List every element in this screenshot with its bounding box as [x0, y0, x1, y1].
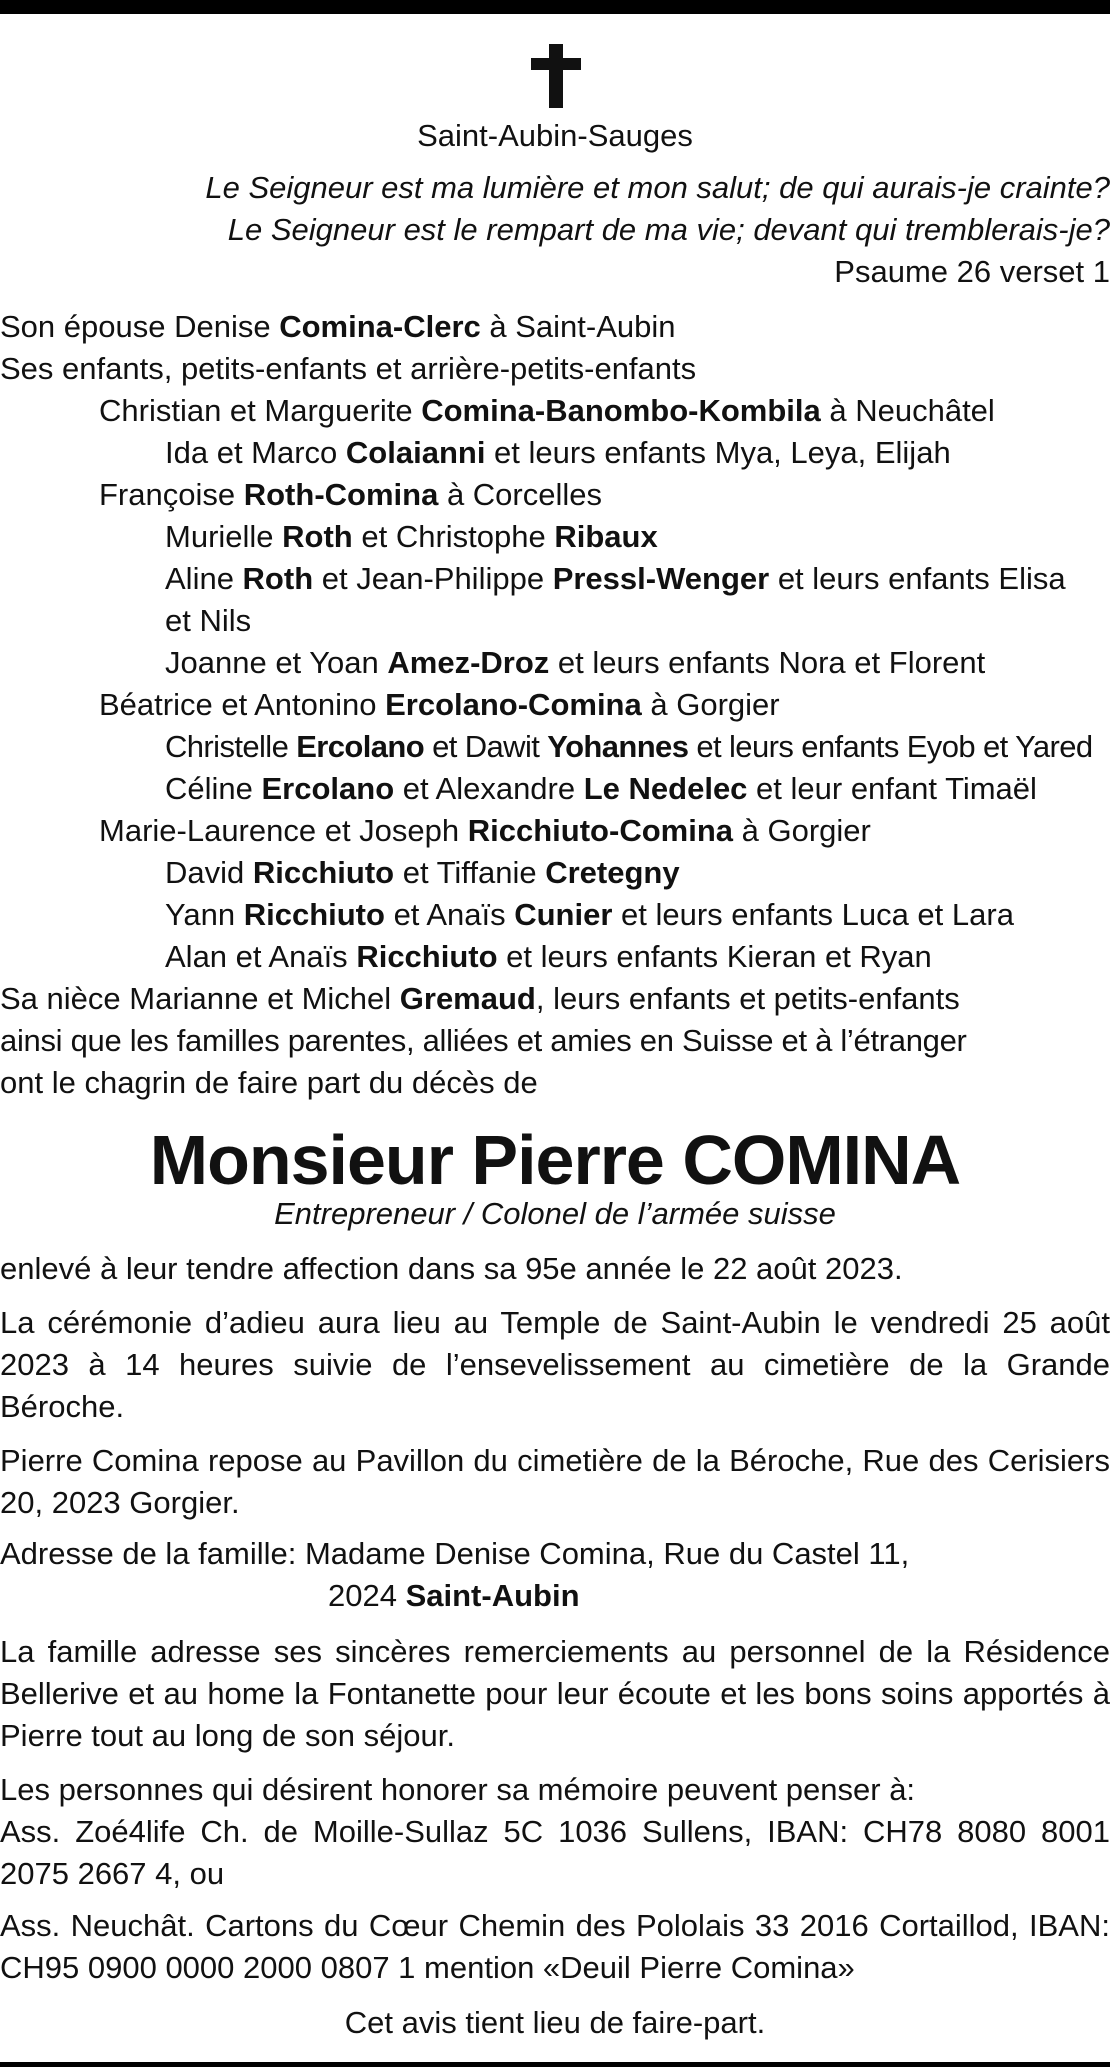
deceased-title: Entrepreneur / Colonel de l’armée suisse — [274, 1196, 836, 1231]
memory-org-1: Ass. Zoé4life Ch. de Moille-Sullaz 5C 1036 Sullens, IBAN: CH78 8080 8001 2075 2667 4, ou — [0, 1814, 1110, 1891]
family-line: Sa nièce Marianne et Michel Gremaud, leurs enfants et petits-enfants — [0, 981, 960, 1016]
ceremony-text: La cérémonie d’adieu aura lieu au Temple de Saint-Aubin le vendredi 25 août 2023 à 14 heures suivie de l’ensevelissement au cimetière de la Grande Béroche. — [0, 1305, 1110, 1424]
family-line: ont le chagrin de faire part du décès de — [0, 1065, 538, 1100]
family-line: Ses enfants, petits-enfants et arrière-petits-enfants — [0, 351, 697, 386]
passing-text: enlevé à leur tendre affection dans sa 95e année le 22 août 2023. — [0, 1251, 903, 1286]
family-address — [0, 1533, 1110, 1617]
family-line: et Nils — [165, 603, 252, 638]
rest-text: Pierre Comina repose au Pavillon du cimetière de la Béroche, Rue des Cerisiers 20, 2023 Gorgier. — [0, 1443, 1110, 1520]
family-line: Aline Roth et Jean-Philippe Pressl-Wenger et leurs enfants Elisa — [165, 561, 1066, 596]
quote-line-2: Le Seigneur est le rempart de ma vie; devant qui tremblerais-je? — [227, 212, 1110, 247]
family-line: Yann Ricchiuto et Anaïs Cunier et leurs enfants Luca et Lara — [165, 897, 1014, 932]
family-line: Alan et Anaïs Ricchiuto et leurs enfants Kieran et Ryan — [165, 939, 932, 974]
family-line: Béatrice et Antonino Ercolano-Comina à Gorgier — [99, 687, 780, 722]
family-line: Son épouse Denise Comina-Clerc à Saint-Aubin — [0, 309, 676, 344]
family-line: Marie-Laurence et Joseph Ricchiuto-Comina à Gorgier — [99, 813, 871, 848]
family-line: Christian et Marguerite Comina-Banombo-Kombila à Neuchâtel — [99, 393, 995, 428]
family-line: Murielle Roth et Christophe Ribaux — [165, 519, 658, 554]
quote-reference: Psaume 26 verset 1 — [834, 254, 1110, 289]
thanks-text: La famille adresse ses sincères remerciements au personnel de la Résidence Bellerive et au home la Fontanette pour leur écoute et les bons soins apportés à Pierre tout au long de son séjour. — [0, 1634, 1110, 1753]
memory-org-2: Ass. Neuchât. Cartons du Cœur Chemin des Pololais 33 2016 Cortaillod, IBAN: CH95 0900 0000 2000 0807 1 mention «Deuil Pierre Comina» — [0, 1908, 1110, 1985]
closing-text: Cet avis tient lieu de faire-part. — [344, 2005, 766, 2040]
bottom-rule — [0, 2062, 1110, 2067]
place-name: Saint-Aubin-Sauges — [417, 118, 693, 153]
top-rule — [0, 0, 1110, 14]
cross-icon — [531, 44, 581, 108]
family-line: Christelle Ercolano et Dawit Yohannes et leurs enfants Eyob et Yared — [165, 729, 1093, 764]
quote-line-1: Le Seigneur est ma lumière et mon salut; de qui aurais-je crainte? — [205, 170, 1110, 205]
family-line: ainsi que les familles parentes, alliées et amies en Suisse et à l’étranger — [0, 1023, 967, 1058]
family-line: Céline Ercolano et Alexandre Le Nedelec et leur enfant Timaël — [165, 771, 1037, 806]
family-line: Joanne et Yoan Amez-Droz et leurs enfants Nora et Florent — [165, 645, 986, 680]
address-line-1: Adresse de la famille: Madame Denise Comina, Rue du Castel 11, — [0, 1536, 910, 1571]
family-line: Ida et Marco Colaianni et leurs enfants Mya, Leya, Elijah — [165, 435, 951, 470]
family-line: Françoise Roth-Comina à Corcelles — [99, 477, 603, 512]
family-line: David Ricchiuto et Tiffanie Cretegny — [165, 855, 680, 890]
deceased-name: Monsieur Pierre COMINA — [149, 1121, 961, 1199]
address-line-2: 2024 Saint-Aubin — [328, 1578, 580, 1613]
memory-intro: Les personnes qui désirent honorer sa mémoire peuvent penser à: — [0, 1772, 916, 1807]
